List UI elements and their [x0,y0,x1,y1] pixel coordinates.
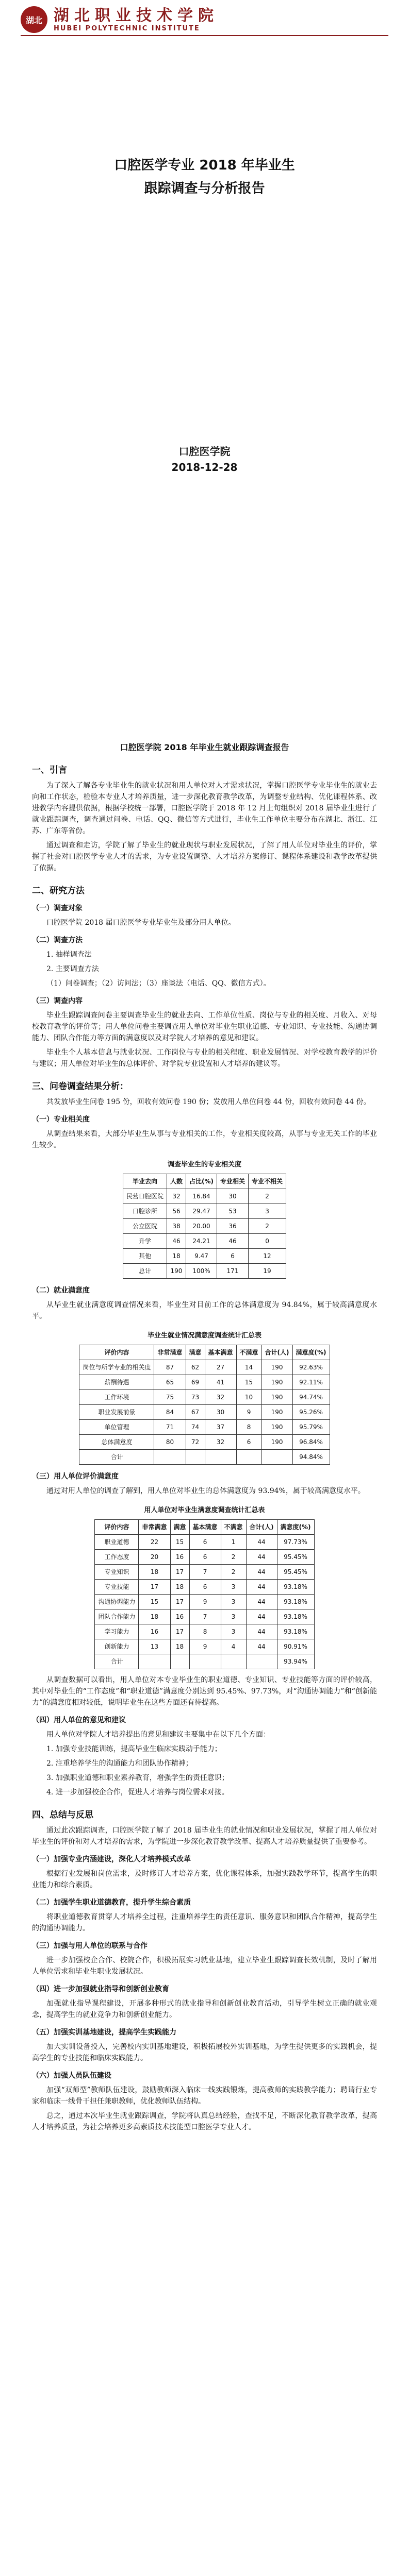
paragraph: 总之，通过本次毕业生就业跟踪调查，学院将认真总结经验，查找不足，不断深化教育教学改革，提高人才培养质量，为社会培养更多高素质技术技能型口腔医学专业人才。 [32,2112,377,2131]
table-row [123,1204,286,1219]
paragraph: 通过此次跟踪调查，口腔医学院了解了 2018 届毕业生的就业情况和职业发展状况，掌握了用人单位对毕业生的评价和对人才培养的需求，为学院进一步深化教育教学改革、提高人才培养质量提供了重要参考。 [32,1826,377,1846]
table-cell: 75 [154,1390,186,1405]
subsection-heading: （六）加强人员队伍建设 [32,2072,111,2080]
table-cell: 36 [217,1219,249,1234]
subsection-heading: （四）用人单位的意见和建议 [32,1716,126,1724]
table-cell: 69 [186,1375,205,1390]
section-heading: 一、引言 [32,765,67,775]
table-row [123,1219,286,1234]
paragraph: 2. 主要调查方法 [46,965,99,973]
table-cell: 17 [170,1624,189,1639]
subsection-heading: （四）进一步加强就业指导和创新创业教育 [32,1985,169,1993]
table-header-cell: 评价内容 [95,1520,139,1535]
table-cell: 44 [246,1595,277,1609]
table-cell: 27 [205,1360,236,1375]
table-cell: 升学 [123,1234,167,1249]
table-header-cell: 人数 [167,1174,186,1189]
table-cell: 18 [170,1580,189,1595]
school-name-cn: 湖北职业技术学院 [54,6,219,25]
table-cell: 46 [167,1234,186,1249]
table-cell: 职业发展前景 [79,1405,154,1420]
table-row [79,1375,330,1390]
table-cell: 65 [154,1375,186,1390]
table-header-cell: 合计(人) [246,1520,277,1535]
table-row [79,1360,330,1375]
table-cell [154,1450,186,1465]
table-header-cell: 不满意 [221,1520,246,1535]
table-row [95,1609,314,1624]
paragraph: 从调查结果来看，大部分毕业生从事与专业相关的工作，专业相关度较高，从事与专业无关工作的毕业生较少。 [32,1130,377,1149]
table-row [95,1654,314,1669]
table-cell: 44 [246,1535,277,1550]
table-cell: 18 [170,1639,189,1654]
paragraph: （1）问卷调查；（2）访问法；（3）座谈法（电话、QQ、微信方式）。 [46,979,271,988]
table-cell: 73 [186,1390,205,1405]
table-cell: 95.45% [277,1550,314,1565]
table-cell: 8 [236,1420,261,1435]
table-cell: 沟通协调能力 [95,1595,139,1609]
table-cell: 95.79% [292,1420,330,1435]
subsection-heading: （一）专业相关度 [32,1115,90,1124]
table-cell: 84 [154,1405,186,1420]
list-item: 4. 进一步加强校企合作，促进人才培养与岗位需求对接。 [46,1788,229,1797]
table-header-cell: 不满意 [236,1345,261,1360]
table-header-cell: 专业相关 [217,1174,249,1189]
table-cell: 30 [217,1189,249,1204]
table-cell: 67 [186,1405,205,1420]
subsection-heading: （三）调查内容 [32,997,83,1005]
paragraph: 通过对用人单位的调查了解到，用人单位对毕业生的总体满意度为 93.94%，属于较高满意度水平。 [46,1487,365,1495]
table-cell: 41 [205,1375,236,1390]
table-cell: 3 [221,1624,246,1639]
table-row [95,1595,314,1609]
table-caption: 用人单位对毕业生满意度调查统计汇总表 [144,1506,265,1514]
table-cell: 56 [167,1204,186,1219]
table-cell: 46 [217,1234,249,1249]
table-cell: 15 [139,1595,170,1609]
graduate-satisfaction-table [79,1345,330,1465]
subsection-heading: （五）加强实训基地建设，提高学生实践能力 [32,2028,176,2037]
table-header-cell: 合计(人) [261,1345,292,1360]
table-cell: 190 [261,1375,292,1390]
table-cell: 6 [236,1435,261,1450]
table-header-cell: 非常满意 [139,1520,170,1535]
table-cell: 92.11% [292,1375,330,1390]
table-header-cell: 基本满意 [205,1345,236,1360]
table-cell: 16.84 [186,1189,217,1204]
table-cell [186,1450,205,1465]
subsection-heading: （三）用人单位评价满意度 [32,1472,119,1481]
list-item: 2. 注重培养学生的沟通能力和团队协作精神； [46,1759,193,1768]
table-cell: 190 [261,1420,292,1435]
table-cell: 9.47 [186,1249,217,1264]
table-header-cell: 基本满意 [189,1520,221,1535]
table-cell: 3 [249,1204,286,1219]
table-header-cell: 非常满意 [154,1345,186,1360]
table-header-cell: 满意度(%) [277,1520,314,1535]
table-cell: 93.94% [277,1654,314,1669]
table-cell: 公立医院 [123,1219,167,1234]
table-row [123,1264,286,1279]
table-cell: 总体满意度 [79,1435,154,1450]
table-cell: 17 [170,1595,189,1609]
table-row [123,1189,286,1204]
table-cell: 9 [189,1595,221,1609]
table-cell: 口腔诊所 [123,1204,167,1219]
table-cell: 工作态度 [95,1550,139,1565]
table-cell: 44 [246,1565,277,1580]
subsection-heading: （三）加强与用人单位的联系与合作 [32,1942,148,1950]
table-cell: 职业道德 [95,1535,139,1550]
section-heading: 三、问卷调查结果分析： [32,1081,128,1092]
table-cell: 3 [221,1580,246,1595]
table-cell: 20.00 [186,1219,217,1234]
table-cell [139,1654,170,1669]
table-cell: 93.18% [277,1624,314,1639]
table-cell: 80 [154,1435,186,1450]
major-relevance-table [123,1174,286,1279]
table-cell: 90.91% [277,1639,314,1654]
table-cell: 32 [167,1189,186,1204]
paragraph: 加大实训设备投入，完善校内实训基地建设，积极拓展校外实训基地，为学生提供更多的实践机会，提高学生的专业技能和临床实践能力。 [32,2043,377,2062]
table-row [123,1234,286,1249]
table-cell: 专业技能 [95,1580,139,1595]
table-cell: 24.21 [186,1234,217,1249]
paragraph: 从调查数据可以看出，用人单位对本专业毕业生的职业道德、专业知识、专业技能等方面的评价较高，其中对毕业生的“工作态度”和“职业道德”满意度分别达到 95.45%、97.73%，对“沟通协调能力”和“创新能力”的满意度相对较低，说明毕业生在这些方面还有待提高。 [32,1676,377,1707]
table-cell [170,1654,189,1669]
table-cell: 16 [139,1624,170,1639]
table-cell: 190 [261,1360,292,1375]
table-cell: 15 [236,1375,261,1390]
paragraph: 用人单位对学院人才培养提出的意见和建议主要集中在以下几个方面： [46,1731,270,1739]
table-cell: 44 [246,1550,277,1565]
table-cell: 6 [217,1249,249,1264]
table-cell: 93.18% [277,1609,314,1624]
table-cell [221,1654,246,1669]
table-cell: 7 [189,1565,221,1580]
table-cell: 20 [139,1550,170,1565]
cover-title-line2: 跟踪调查与分析报告 [144,181,265,196]
table-cell: 3 [221,1609,246,1624]
table-row [95,1580,314,1595]
table-row [79,1450,330,1465]
table-cell [246,1654,277,1669]
table-cell: 1 [221,1535,246,1550]
school-logo: 湖北 [21,6,47,33]
paragraph: 加强“双师型”教师队伍建设，鼓励教师深入临床一线实践锻炼，提高教师的实践教学能力；聘请行业专家和临床一线骨干担任兼职教师，优化教师队伍结构。 [32,2086,377,2106]
table-cell: 96.84% [292,1435,330,1450]
table-cell: 100% [186,1264,217,1279]
table-cell: 87 [154,1360,186,1375]
school-header [21,4,388,36]
table-cell: 53 [217,1204,249,1219]
table-cell: 2 [249,1219,286,1234]
table-cell [189,1654,221,1669]
table-cell: 13 [139,1639,170,1654]
table-cell: 3 [221,1595,246,1609]
table-cell: 9 [236,1405,261,1420]
table-cell: 团队合作能力 [95,1609,139,1624]
paragraph: 加强就业指导课程建设，开展多种形式的就业指导和创新创业教育活动，引导学生树立正确的就业观念，提高学生的就业竞争力和创新创业能力。 [32,1999,377,2019]
table-cell: 8 [189,1624,221,1639]
table-cell: 单位管理 [79,1420,154,1435]
subsection-heading: （二）调查方法 [32,936,83,944]
table-row [79,1390,330,1405]
table-caption: 调查毕业生的专业相关度 [167,1161,241,1168]
report-title: 口腔医学院 2018 年毕业生就业跟踪调查报告 [120,742,289,752]
table-cell: 10 [236,1390,261,1405]
table-header-cell: 专业不相关 [249,1174,286,1189]
subsection-heading: （一）加强专业内涵建设，深化人才培养模式改革 [32,1855,191,1863]
cover-org: 口腔医学院 [178,445,231,457]
table-header-cell: 满意度(%) [292,1345,330,1360]
table-cell: 92.63% [292,1360,330,1375]
table-cell: 0 [249,1234,286,1249]
table-cell: 44 [246,1580,277,1595]
table-cell: 95.26% [292,1405,330,1420]
table-caption: 毕业生就业情况满意度调查统计汇总表 [147,1332,261,1340]
table-cell: 32 [205,1390,236,1405]
table-header-cell: 占比(%) [186,1174,217,1189]
table-cell: 94.74% [292,1390,330,1405]
cover-date: 2018-12-28 [171,461,238,473]
table-cell: 190 [261,1390,292,1405]
table-header-cell: 评价内容 [79,1345,154,1360]
table-cell: 合计 [79,1450,154,1465]
report-body [32,742,377,2136]
list-item: 3. 加强职业道德和职业素养教育，增强学生的责任意识； [46,1774,229,1782]
table-cell: 190 [167,1264,186,1279]
table-cell: 18 [139,1609,170,1624]
subsection-heading: （二）就业满意度 [32,1286,90,1295]
table-cell: 17 [170,1565,189,1580]
table-cell: 30 [205,1405,236,1420]
table-cell: 190 [261,1405,292,1420]
table-cell: 94.84% [292,1450,330,1465]
table-cell: 38 [167,1219,186,1234]
section-heading: 二、研究方法 [32,886,85,896]
table-header-cell: 满意 [186,1345,205,1360]
table-cell: 32 [205,1435,236,1450]
table-cell: 18 [139,1565,170,1580]
employer-satisfaction-table [94,1519,314,1669]
table-cell [261,1450,292,1465]
table-cell: 薪酬待遇 [79,1375,154,1390]
table-cell: 18 [167,1249,186,1264]
table-header-cell: 毕业去向 [123,1174,167,1189]
table-cell: 创新能力 [95,1639,139,1654]
paragraph: 毕业生跟踪调查问卷主要调查毕业生的就业去向、工作单位性质、岗位与专业的相关度、月收入、对母校教育教学的评价等；用人单位问卷主要调查用人单位对毕业生职业道德、专业知识、专业技能、沟通协调能力、团队合作能力等方面的满意度以及对学院人才培养的意见和建议。 [32,1011,377,1042]
table-cell: 44 [246,1639,277,1654]
school-name-en: HUBEI POLYTECHNIC INSTITUTE [54,24,200,32]
paragraph: 口腔医学院 2018 届口腔医学专业毕业生及部分用人单位。 [46,919,236,927]
table-cell: 专业知识 [95,1565,139,1580]
table-cell: 总计 [123,1264,167,1279]
table-row [95,1535,314,1550]
paragraph: 为了深入了解各专业毕业生的就业状况和用人单位对人才需求状况，掌握口腔医学专业毕业生的就业去向和工作状态，检验本专业人才培养质量，进一步深化教育教学改革，为调整专业结构、优化课程体系、改进教学内容提供依据，根据学校统一部署，口腔医学院于 2018 年 12 月上旬组织对 2018 届毕业生进行了就业跟踪调查，调查通过问卷、电话、QQ、微信等方式进行，毕业生工作单位主要分布在湖北、浙江、江苏、广东等省份。 [32,782,377,835]
table-cell: 44 [246,1609,277,1624]
table-cell: 6 [189,1535,221,1550]
table-cell: 2 [221,1550,246,1565]
table-cell: 190 [261,1435,292,1450]
table-cell: 12 [249,1249,286,1264]
table-cell: 工作环境 [79,1390,154,1405]
table-cell: 71 [154,1420,186,1435]
table-cell: 其他 [123,1249,167,1264]
table-cell: 16 [170,1550,189,1565]
subsection-heading: （一）调查对象 [32,904,83,912]
table-row [95,1550,314,1565]
table-cell: 22 [139,1535,170,1550]
paragraph: 通过调查和走访，学院了解了毕业生的就业现状与职业发展状况，了解了用人单位对毕业生的评价，掌握了社会对口腔医学专业人才的需求，为专业设置调整、人才培养方案修订、课程体系建设和教学改革提供了依据。 [32,841,377,872]
table-cell: 6 [189,1580,221,1595]
table-row [95,1624,314,1639]
table-cell: 2 [249,1189,286,1204]
table-cell: 7 [189,1609,221,1624]
table-cell: 6 [189,1550,221,1565]
list-item: 1. 加强专业技能训练，提高毕业生临床实践动手能力； [46,1745,222,1753]
subsection-heading: （二）加强学生职业道德教育，提升学生综合素质 [32,1899,191,1907]
table-cell [236,1450,261,1465]
table-cell: 民营口腔医院 [123,1189,167,1204]
table-cell: 97.73% [277,1535,314,1550]
paragraph: 根据行业发展和岗位需求，及时修订人才培养方案，优化课程体系，加强实践教学环节，提高学生的职业能力和综合素质。 [32,1870,377,1889]
table-cell: 44 [246,1624,277,1639]
table-cell: 4 [221,1639,246,1654]
table-cell: 合计 [95,1654,139,1669]
paragraph: 共发放毕业生问卷 195 份，回收有效问卷 190 份；发放用人单位问卷 44 份，回收有效问卷 44 份。 [46,1098,371,1106]
table-cell: 93.18% [277,1580,314,1595]
table-cell: 19 [249,1264,286,1279]
paragraph: 1. 抽样调查法 [46,951,92,959]
table-cell: 2 [221,1565,246,1580]
table-row [95,1639,314,1654]
table-cell: 岗位与所学专业的相关度 [79,1360,154,1375]
table-cell: 72 [186,1435,205,1450]
table-row [123,1249,286,1264]
table-cell: 95.45% [277,1565,314,1580]
table-cell: 14 [236,1360,261,1375]
table-cell: 74 [186,1420,205,1435]
table-row [79,1405,330,1420]
table-cell: 29.47 [186,1204,217,1219]
table-cell: 17 [139,1580,170,1595]
table-cell: 62 [186,1360,205,1375]
paragraph: 将职业道德教育贯穿人才培养全过程，注重培养学生的责任意识、服务意识和团队合作精神，提高学生的沟通协调能力。 [32,1913,377,1933]
table-cell: 15 [170,1535,189,1550]
table-row [79,1435,330,1450]
cover-title-line1: 口腔医学专业 2018 年毕业生 [114,158,295,173]
section-heading: 四、总结与反思 [32,1810,93,1820]
table-cell [205,1450,236,1465]
table-cell: 9 [189,1639,221,1654]
table-cell: 171 [217,1264,249,1279]
paragraph: 从毕业生就业满意度调查情况来看，毕业生对目前工作的总体满意度为 94.84%，属于较高满意度水平。 [32,1301,377,1320]
table-row [95,1565,314,1580]
table-cell: 16 [170,1609,189,1624]
table-cell: 37 [205,1420,236,1435]
table-cell: 学习能力 [95,1624,139,1639]
table-header-cell: 满意 [170,1520,189,1535]
table-row [79,1420,330,1435]
paragraph: 毕业生个人基本信息与就业状况、工作岗位与专业的相关程度、职业发展情况、对学校教育教学的评价与建议；用人单位对毕业生的总体评价、对学院专业设置和人才培养的建议等。 [32,1048,377,1068]
paragraph: 进一步加强校企合作、校院合作，积极拓展实习就业基地，建立毕业生跟踪调查长效机制，及时了解用人单位需求和毕业生职业发展状况。 [32,1956,377,1976]
table-cell: 93.18% [277,1595,314,1609]
